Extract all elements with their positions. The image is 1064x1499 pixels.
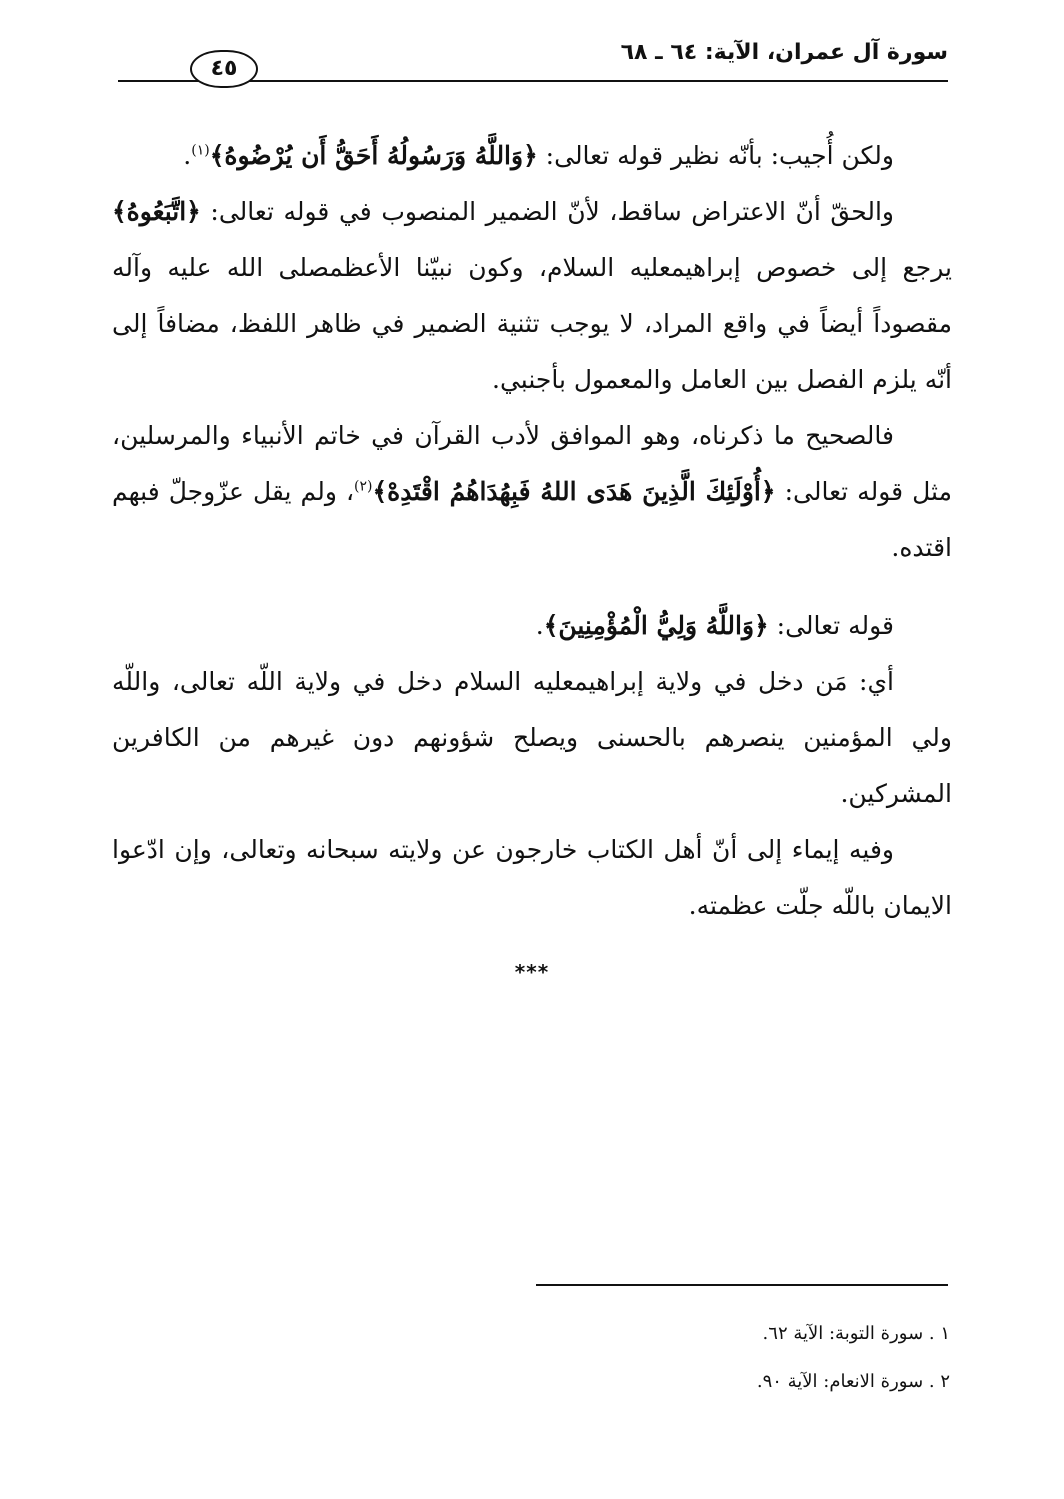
main-text xyxy=(112,128,952,984)
page-header xyxy=(118,34,948,84)
footnote-2: ٢ . سورة الانعام: الآية ٩٠. xyxy=(756,1371,950,1392)
paragraph-2-text: والحقّ أنّ الاعتراض ساقط، لأنّ الضمير المنصوب في قوله تعالى: xyxy=(200,197,894,226)
quran-verse-3: ﴿أُوْلَئِكَ الَّذِينَ هَدَى اللهُ فَبِهُدَاهُمُ اقْتَدِهْ﴾ xyxy=(372,477,776,506)
paragraph-4-end: . xyxy=(535,611,544,640)
paragraph-3-text: فالصحيح ما ذكرناه، وهو الموافق لأدب القرآن في خاتم الأنبياء والمرسلين، مثل قوله تعالى: xyxy=(112,421,952,506)
quran-verse-1: ﴿وَاللَّهُ وَرَسُولُهُ أَحَقُّ أَن يُرْضُوهُ﴾ xyxy=(209,141,538,170)
section-separator: *** xyxy=(514,960,550,984)
paragraph-1-end: . xyxy=(183,141,192,170)
footnote-rule xyxy=(536,1284,948,1286)
footnote-ref-1: (١) xyxy=(191,142,210,159)
header-title: سورة آل عمران، الآية: ٦٤ ـ ٦٨ xyxy=(620,40,948,65)
footnotes xyxy=(530,1310,950,1406)
paragraph-2-rest: يرجع إلى خصوص إبراهيمعليه السلام، وكون نبيّنا الأعظمصلى الله عليه وآله مقصوداً أيضاً في واقع المراد، لا يوجب تثنية الضمير في ظاهر اللفظ، مضافاً إلى أنّه يلزم الفصل بين العامل والمعمول بأجنبي. xyxy=(112,253,952,394)
footnote-1: ١ . سورة التوبة: الآية ٦٢. xyxy=(762,1323,950,1344)
paragraph-5: أي: مَن دخل في ولاية إبراهيمعليه السلام دخل في ولاية اللّه تعالى، واللّه ولي المؤمنين ينصرهم بالحسنى ويصلح شؤونهم دون غيرهم من الكافرين المشركين. xyxy=(112,667,952,808)
paragraph-6: وفيه إيماء إلى أنّ أهل الكتاب خارجون عن ولايته سبحانه وتعالى، وإن ادّعوا الايمان باللّه جلّت عظمته. xyxy=(112,835,952,920)
paragraph-4-text: قوله تعالى: xyxy=(768,611,894,640)
quran-verse-4: ﴿وَاللَّهُ وَلِيُّ الْمُؤْمِنِينَ﴾ xyxy=(543,611,769,640)
paragraph-1 xyxy=(112,128,952,184)
paragraph-4 xyxy=(112,598,952,654)
paragraph-2 xyxy=(112,184,952,408)
page-number: ٤٥ xyxy=(190,50,258,88)
footnote-ref-2: (٢) xyxy=(354,478,373,495)
paragraph-1-text: ولكن أُجيب: بأنّه نظير قوله تعالى: xyxy=(537,141,894,170)
quran-verse-2: ﴿اتَّبَعُوهُ﴾ xyxy=(112,197,201,226)
paragraph-3-end: ، ولم يقل عزّوجلّ فبهم اقتده. xyxy=(112,477,952,562)
paragraph-3 xyxy=(112,408,952,576)
